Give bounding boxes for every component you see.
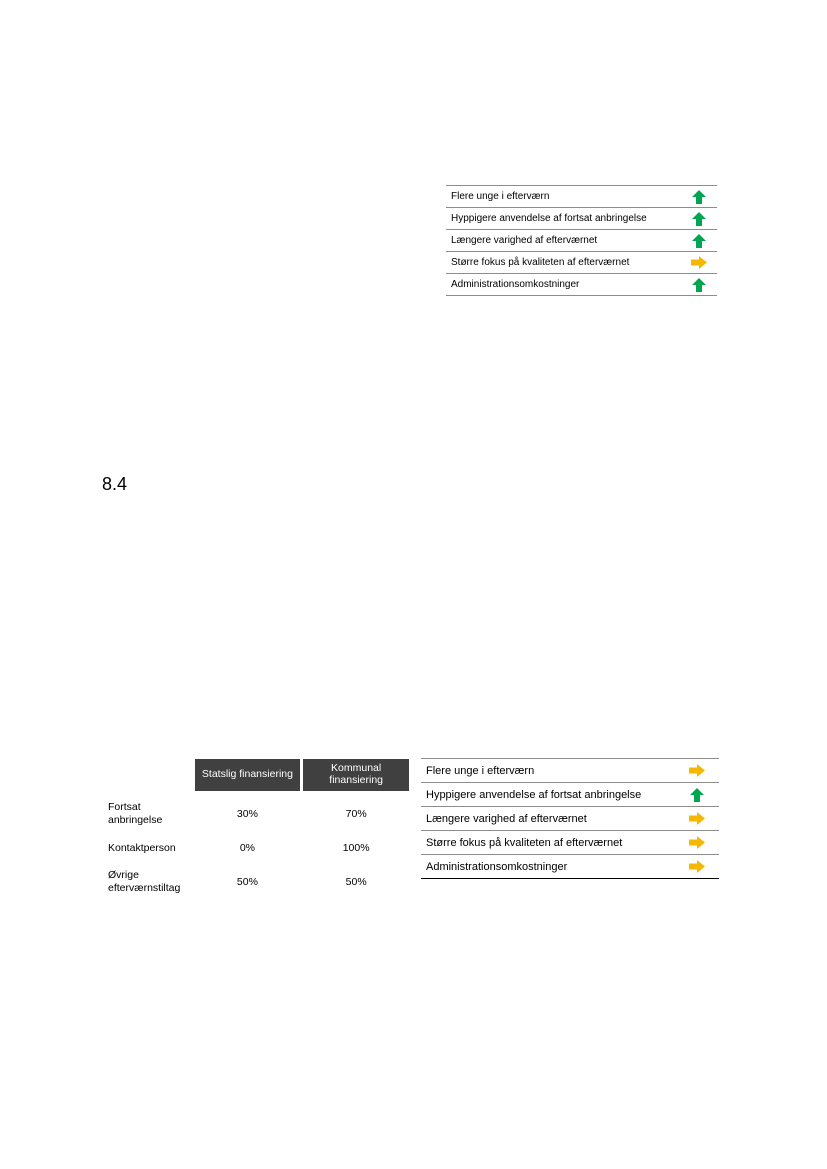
table-row [104,837,409,859]
statslig-value: 50% [236,876,258,888]
effects-row [421,783,719,807]
effect-label: Administrationsomkostninger [421,855,675,879]
effects-row [421,855,719,879]
right-arrow-icon [675,855,719,879]
kommunal-value: 70% [345,808,367,820]
row-label: Fortsat anbringelse [108,801,163,826]
statslig-value: 30% [236,808,258,820]
header-blank-cell [104,759,195,791]
effect-label: Hyppigere anvendelse af fortsat anbringelse [426,788,642,801]
effects-row [421,759,719,783]
kommunal-value: 50% [345,876,367,888]
right-arrow-icon [675,831,719,855]
effects-table-top [446,185,717,296]
up-arrow-icon [681,274,717,296]
effects-row [446,208,717,230]
kommunal-value: 100% [342,842,370,854]
effects-row [446,230,717,252]
right-arrow-icon [675,759,719,783]
right-arrow-icon [681,252,717,274]
effect-label: Større fokus på kvaliteten af efterværnet [426,836,623,849]
up-arrow-icon [681,208,717,230]
up-arrow-icon [681,186,717,208]
table-row [104,859,409,905]
effects-row [421,807,719,831]
effects-row [446,252,717,274]
effect-label: Flere unge i efterværn [451,191,550,202]
effects-row [446,274,717,296]
effect-label: Hyppigere anvendelse af fortsat anbringelse [451,213,647,224]
effect-label: Administrationsomkostninger [451,279,580,290]
row-label: Øvrige efterværnstiltag [108,869,181,894]
up-arrow-icon [675,783,719,807]
effects-row [446,186,717,208]
header-kommunal: Kommunal finansiering [303,759,409,791]
effect-label: Længere varighed af efterværnet [451,235,598,246]
right-arrow-icon [675,807,719,831]
table-row [104,791,409,837]
financing-table [104,759,409,905]
effects-row [421,831,719,855]
up-arrow-icon [681,230,717,252]
row-label: Kontaktperson [108,841,176,854]
effect-label: Længere varighed af efterværnet [426,812,587,825]
effects-table-bottom [421,758,719,879]
effect-label: Flere unge i efterværn [426,764,535,777]
statslig-value: 0% [239,842,256,854]
header-statslig: Statslig finansiering [195,759,301,791]
section-number: 8.4 [102,474,128,494]
effect-label: Større fokus på kvaliteten af efterværnet [451,257,630,268]
